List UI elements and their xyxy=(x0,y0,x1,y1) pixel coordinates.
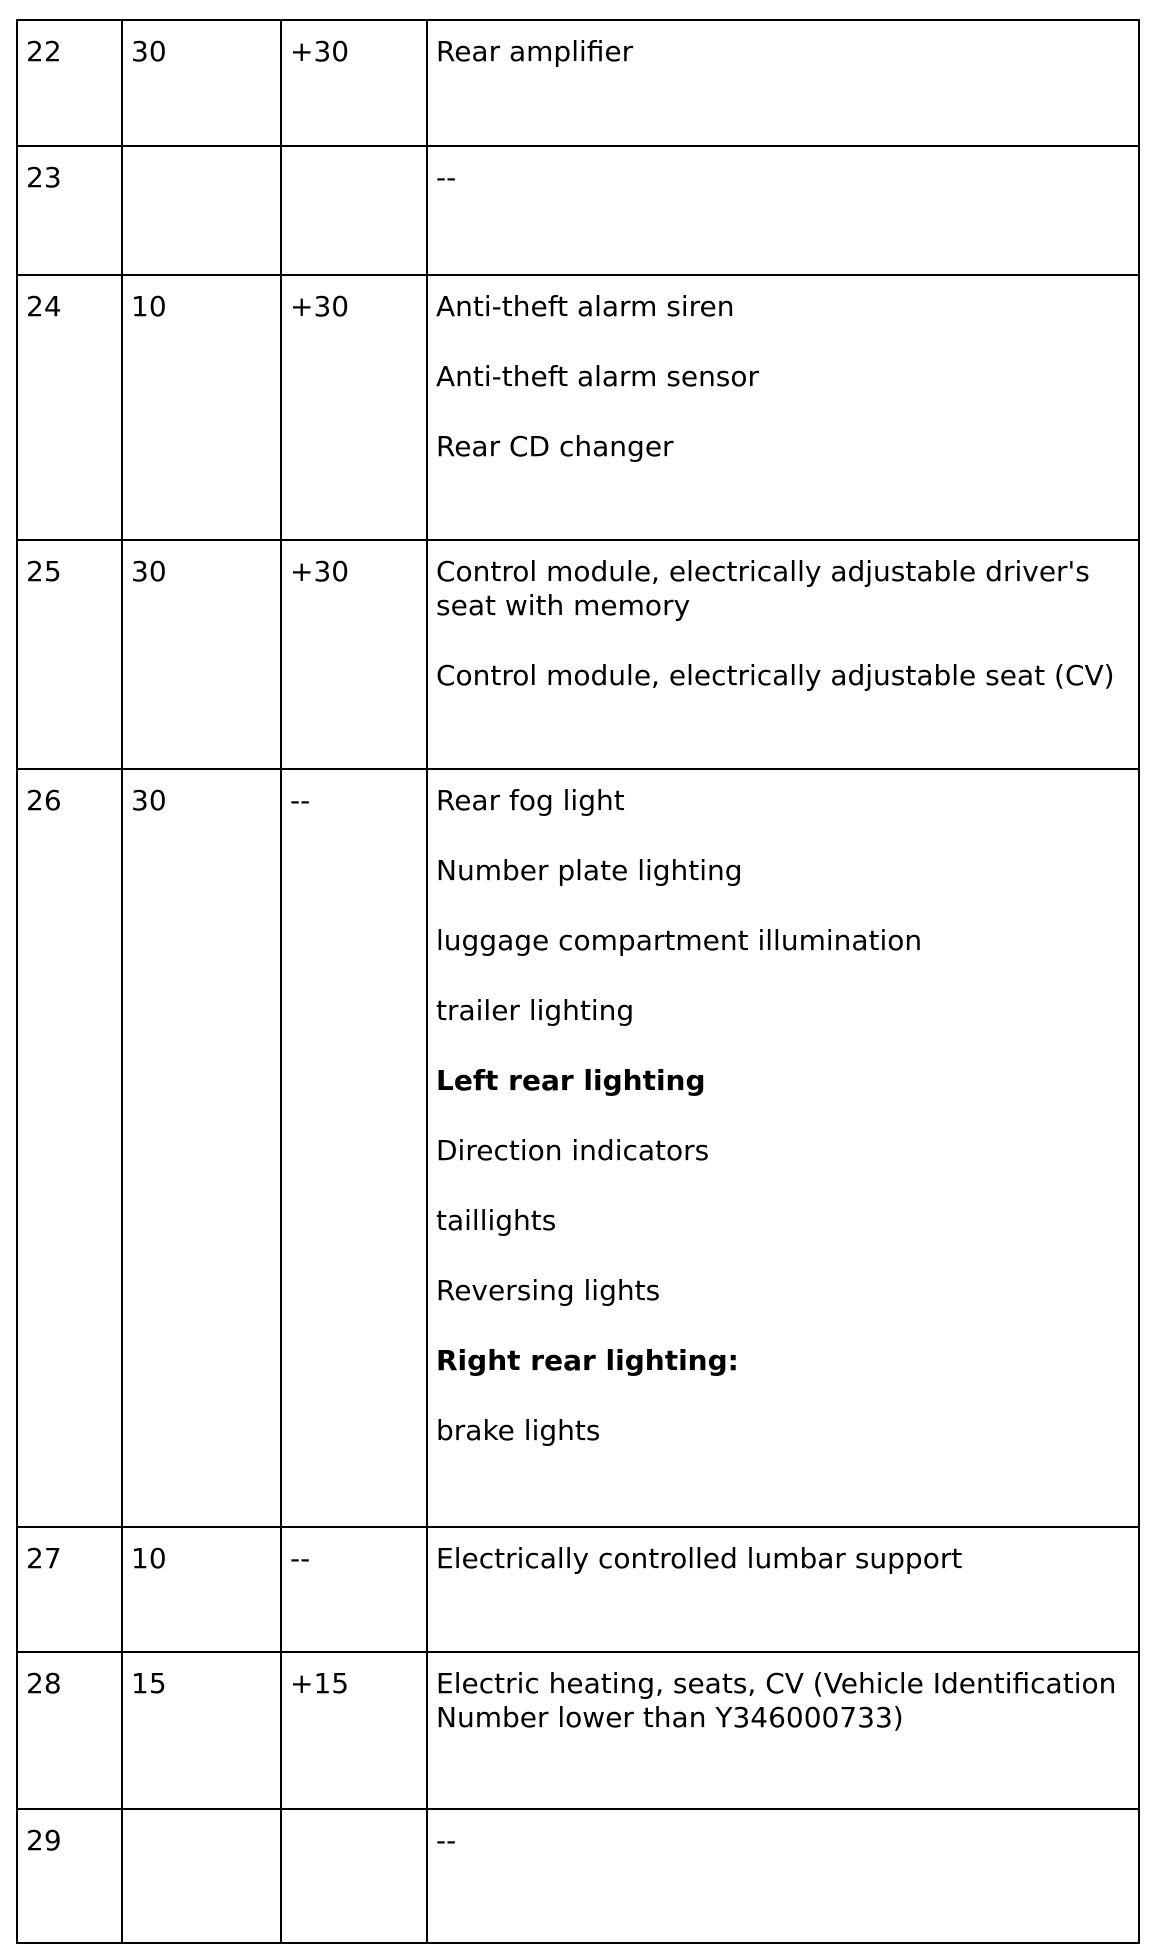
description-cell xyxy=(427,146,1139,275)
supply-cell: +30 xyxy=(281,20,427,146)
fuse-number-cell: 28 xyxy=(17,1652,122,1809)
supply-cell: +30 xyxy=(281,540,427,769)
fuse-number-cell: 24 xyxy=(17,275,122,540)
table-row xyxy=(17,1527,1139,1652)
amperage-cell: 30 xyxy=(122,540,281,769)
description-line: Control module, electrically adjustable seat (CV) xyxy=(436,659,1115,692)
table-row xyxy=(17,275,1139,540)
amperage-cell: 15 xyxy=(122,1652,281,1809)
description-line: Rear fog light xyxy=(436,784,625,817)
table-row xyxy=(17,1809,1139,1943)
table-row xyxy=(17,146,1139,275)
description-cell xyxy=(427,20,1139,146)
description-line: Control module, electrically adjustable driver's seat with memory xyxy=(436,555,1090,622)
description-cell xyxy=(427,769,1139,1527)
fuse-number-cell: 26 xyxy=(17,769,122,1527)
table-row xyxy=(17,540,1139,769)
description-line: Electric heating, seats, CV (Vehicle Identification Number lower than Y346000733) xyxy=(436,1667,1117,1734)
supply-cell: +30 xyxy=(281,275,427,540)
amperage-cell: 30 xyxy=(122,769,281,1527)
amperage-cell: 30 xyxy=(122,20,281,146)
description-line: trailer lighting xyxy=(436,994,635,1027)
description-line: Reversing lights xyxy=(436,1274,661,1307)
fuse-table xyxy=(16,19,1140,1944)
description-line: Anti-theft alarm siren xyxy=(436,290,735,323)
description-line: Anti-theft alarm sensor xyxy=(436,360,760,393)
description-line: Left rear lighting xyxy=(436,1064,706,1097)
fuse-number-cell: 29 xyxy=(17,1809,122,1943)
supply-cell: -- xyxy=(281,1527,427,1652)
supply-cell: +15 xyxy=(281,1652,427,1809)
description-line: Rear CD changer xyxy=(436,430,674,463)
description-line: taillights xyxy=(436,1204,557,1237)
supply-cell xyxy=(281,146,427,275)
description-line: -- xyxy=(436,161,457,194)
table-row xyxy=(17,1652,1139,1809)
description-cell xyxy=(427,1527,1139,1652)
amperage-cell: 10 xyxy=(122,275,281,540)
table-row xyxy=(17,20,1139,146)
fuse-number-cell: 27 xyxy=(17,1527,122,1652)
amperage-cell xyxy=(122,146,281,275)
description-cell xyxy=(427,275,1139,540)
description-line: Number plate lighting xyxy=(436,854,743,887)
fuse-number-cell: 25 xyxy=(17,540,122,769)
description-line: luggage compartment illumination xyxy=(436,924,923,957)
description-line: -- xyxy=(436,1824,457,1857)
table-row xyxy=(17,769,1139,1527)
amperage-cell: 10 xyxy=(122,1527,281,1652)
description-line: brake lights xyxy=(436,1414,601,1447)
fuse-number-cell: 22 xyxy=(17,20,122,146)
description-line: Right rear lighting: xyxy=(436,1344,739,1377)
description-cell xyxy=(427,1809,1139,1943)
amperage-cell xyxy=(122,1809,281,1943)
supply-cell: -- xyxy=(281,769,427,1527)
description-cell xyxy=(427,1652,1139,1809)
description-line: Direction indicators xyxy=(436,1134,710,1167)
fuse-table-body xyxy=(17,20,1139,1943)
fuse-number-cell: 23 xyxy=(17,146,122,275)
description-cell xyxy=(427,540,1139,769)
description-line: Electrically controlled lumbar support xyxy=(436,1542,963,1575)
description-line: Rear amplifier xyxy=(436,35,634,68)
supply-cell xyxy=(281,1809,427,1943)
